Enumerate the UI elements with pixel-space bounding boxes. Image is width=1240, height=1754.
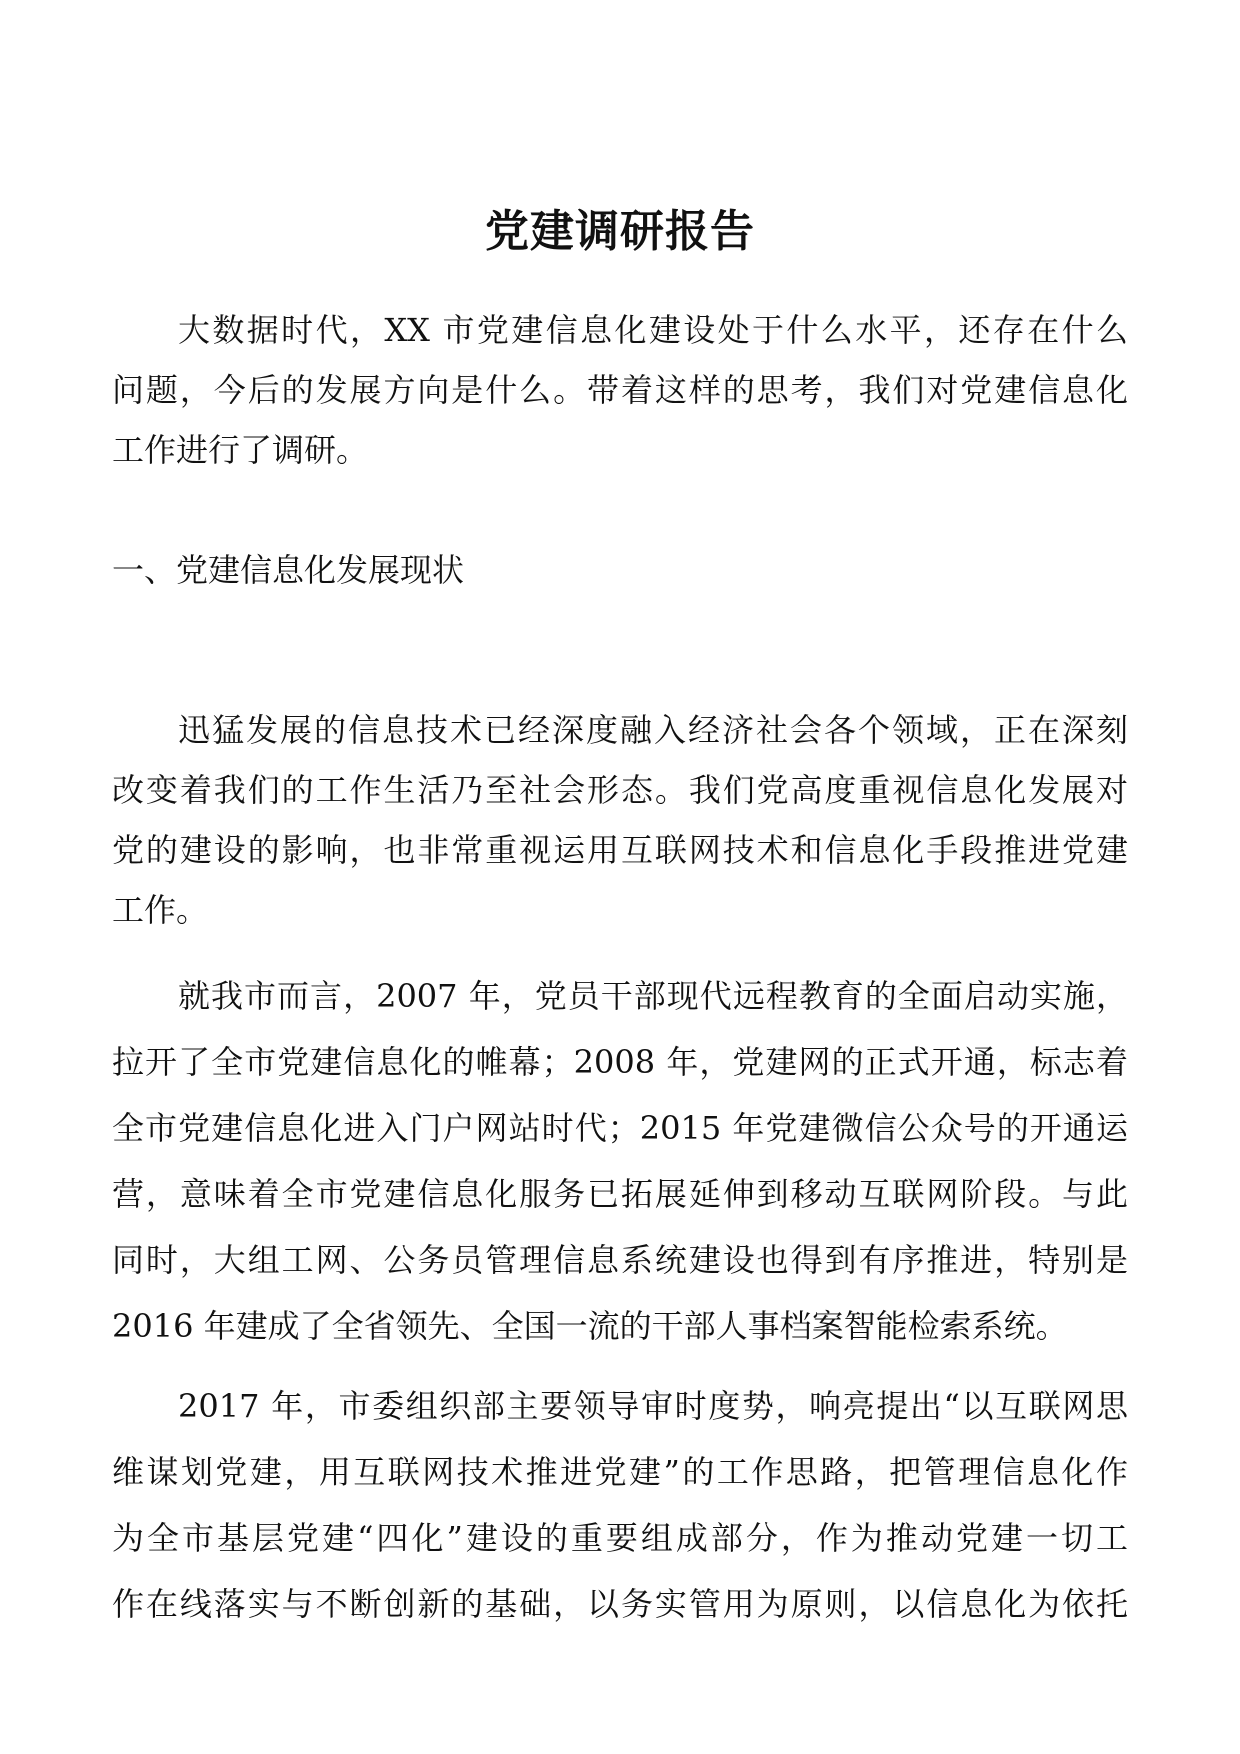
para2-line-3: 全市党建信息化进入门户网站时代；2015 年党建微信公众号的开通运 [112, 1109, 1128, 1147]
document-title: 党建调研报告 [485, 206, 755, 257]
para2-line-2: 拉开了全市党建信息化的帷幕；2008 年，党建网的正式开通，标志着 [112, 1043, 1128, 1081]
section-heading: 一、党建信息化发展现状 [112, 551, 465, 589]
intro-line-1: 大数据时代，XX 市党建信息化建设处于什么水平，还存在什么 [178, 311, 1128, 349]
para2-line-5: 同时，大组工网、公务员管理信息系统建设也得到有序推进，特别是 [112, 1241, 1128, 1279]
para1-line-4: 工作。 [112, 891, 209, 929]
para3-line-4: 作在线落实与不断创新的基础，以务实管用为原则，以信息化为依托 [112, 1585, 1128, 1623]
intro-line-2: 问题，今后的发展方向是什么。带着这样的思考，我们对党建信息化 [112, 371, 1128, 409]
para3-line-2: 维谋划党建，用互联网技术推进党建”的工作思路，把管理信息化作 [112, 1453, 1128, 1491]
para3-line-3: 为全市基层党建“四化”建设的重要组成部分，作为推动党建一切工 [112, 1519, 1128, 1557]
intro-line-3: 工作进行了调研。 [112, 431, 369, 469]
para1-line-3: 党的建设的影响，也非常重视运用互联网技术和信息化手段推进党建 [112, 831, 1128, 869]
para1-line-1: 迅猛发展的信息技术已经深度融入经济社会各个领域，正在深刻 [178, 711, 1128, 749]
para2-line-6: 2016 年建成了全省领先、全国一流的干部人事档案智能检索系统。 [112, 1307, 1068, 1345]
para1-line-2: 改变着我们的工作生活乃至社会形态。我们党高度重视信息化发展对 [112, 771, 1128, 809]
para3-line-1: 2017 年，市委组织部主要领导审时度势，响亮提出“以互联网思 [178, 1387, 1128, 1425]
para2-line-1: 就我市而言，2007 年，党员干部现代远程教育的全面启动实施， [178, 977, 1128, 1015]
para2-line-4: 营，意味着全市党建信息化服务已拓展延伸到移动互联网阶段。与此 [112, 1175, 1128, 1213]
